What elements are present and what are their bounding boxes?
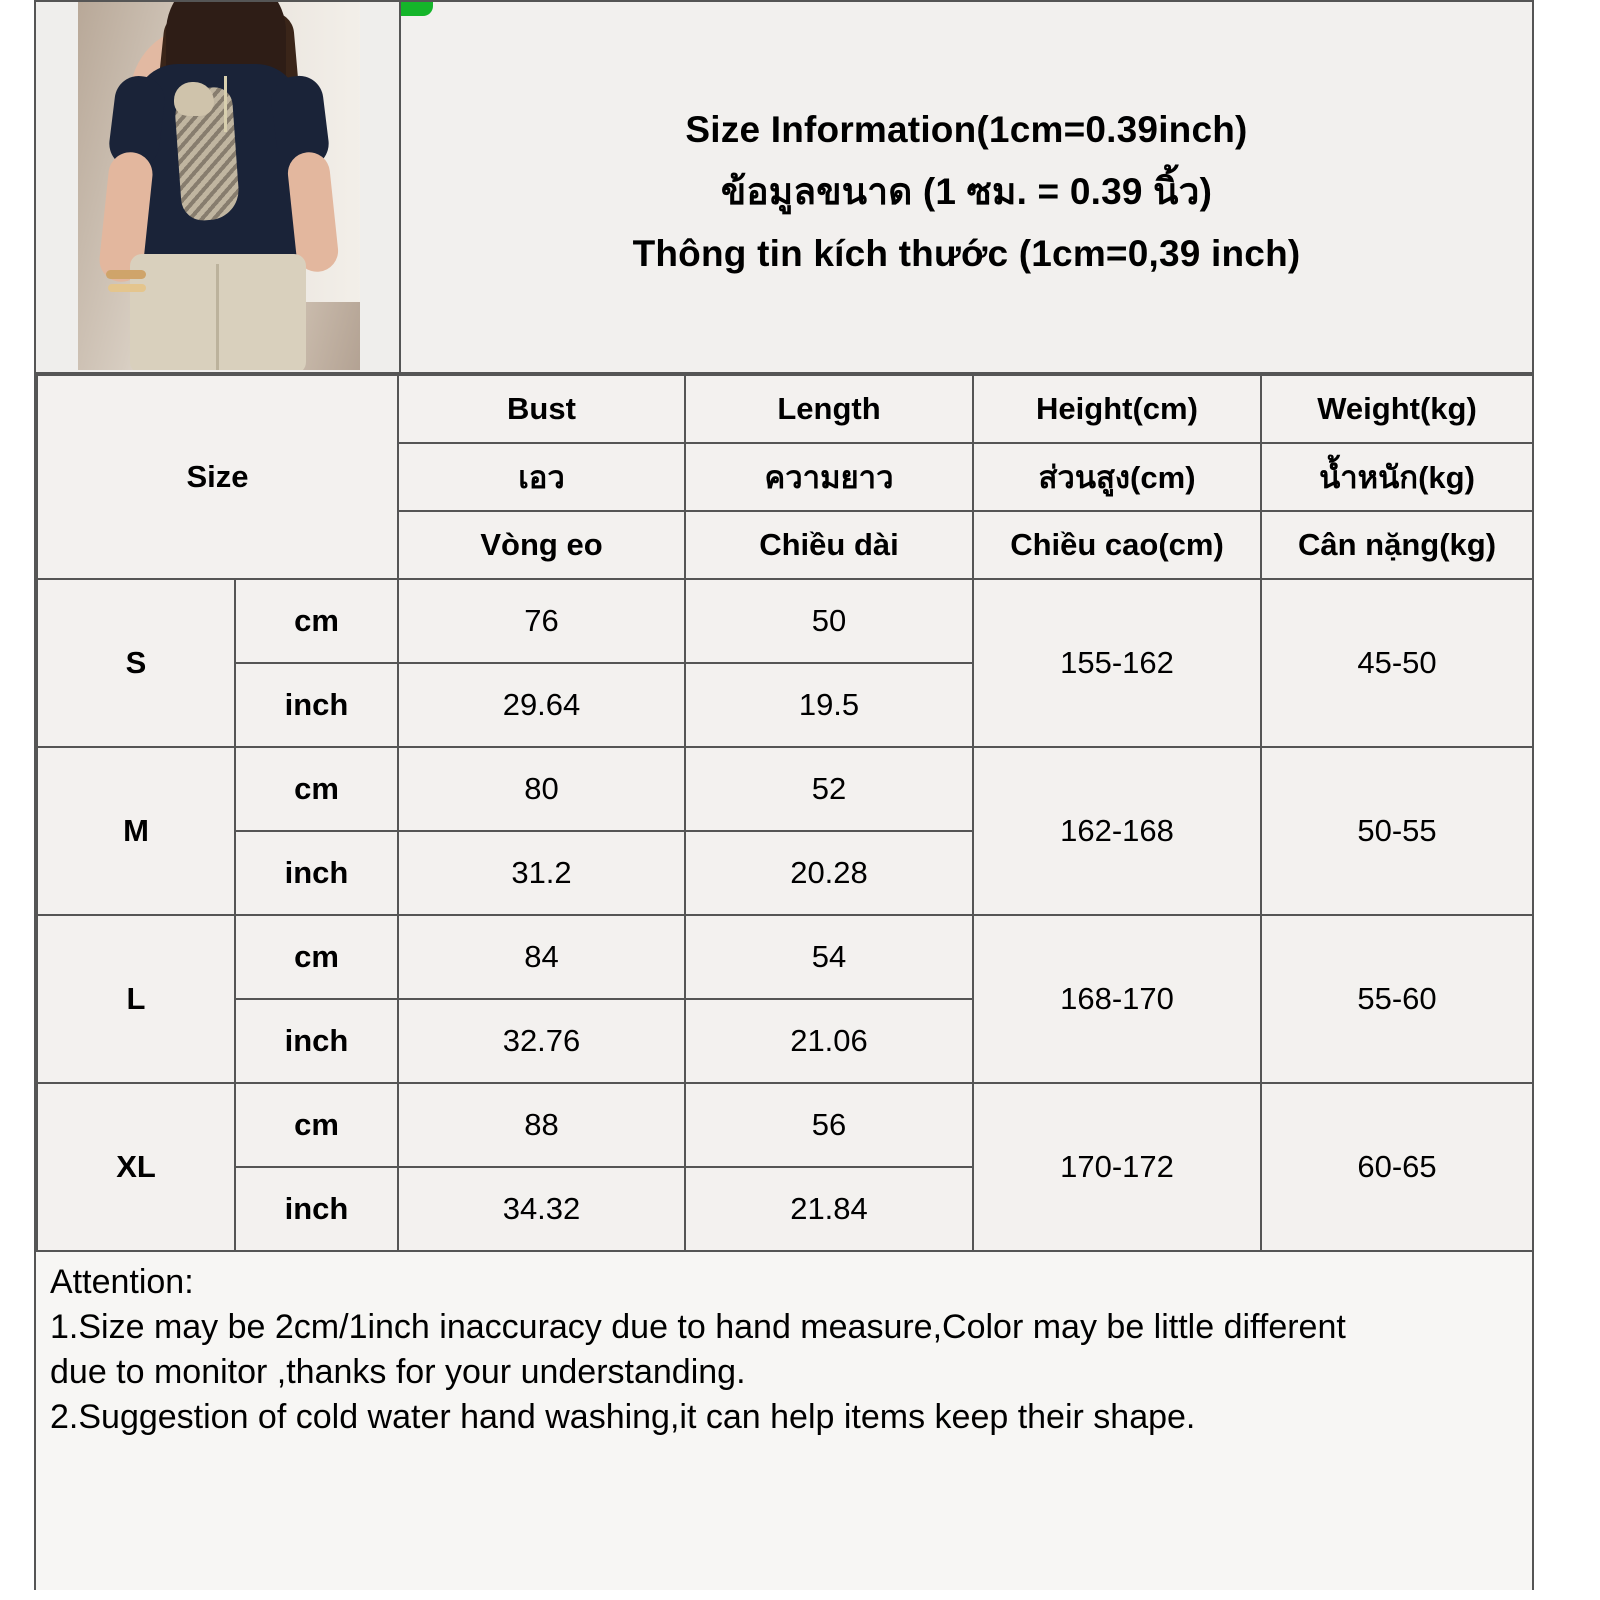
attention-block — [36, 1252, 1532, 1590]
unit-cm-xl: cm — [235, 1083, 398, 1167]
bust-cm-m: 80 — [398, 747, 685, 831]
size-table — [36, 374, 1534, 1252]
unit-inch-l: inch — [235, 999, 398, 1083]
weight-m: 50-55 — [1261, 747, 1533, 915]
height-l: 168-170 — [973, 915, 1261, 1083]
unit-cm-s: cm — [235, 579, 398, 663]
photo-leopard-head — [174, 82, 214, 116]
size-name-s: S — [37, 579, 235, 747]
header-length-th: ความยาว — [685, 443, 973, 511]
header-height-vi: Chiều cao(cm) — [973, 511, 1261, 579]
table-row — [37, 747, 1533, 831]
height-m: 162-168 — [973, 747, 1261, 915]
table-header-row-english — [37, 375, 1533, 443]
weight-l: 55-60 — [1261, 915, 1533, 1083]
unit-inch-m: inch — [235, 831, 398, 915]
chart-header — [36, 2, 1532, 374]
length-cm-m: 52 — [685, 747, 973, 831]
photo-bracelet-2 — [108, 284, 146, 292]
photo-necklace — [224, 76, 227, 132]
unit-inch-s: inch — [235, 663, 398, 747]
attention-line-1: 1.Size may be 2cm/1inch inaccuracy due to hand measure,Color may be little different — [50, 1308, 1346, 1346]
bust-inch-s: 29.64 — [398, 663, 685, 747]
length-cm-xl: 56 — [685, 1083, 973, 1167]
size-name-xl: XL — [37, 1083, 235, 1251]
table-row — [37, 579, 1533, 663]
header-length-en: Length — [685, 375, 973, 443]
weight-xl: 60-65 — [1261, 1083, 1533, 1251]
header-bust-th: เอว — [398, 443, 685, 511]
length-inch-m: 20.28 — [685, 831, 973, 915]
header-weight-en: Weight(kg) — [1261, 375, 1533, 443]
title-line-thai: ข้อมูลขนาด (1 ซม. = 0.39 นิ้ว) — [720, 171, 1213, 212]
product-photo — [78, 2, 360, 370]
bust-inch-xl: 34.32 — [398, 1167, 685, 1251]
unit-cm-l: cm — [235, 915, 398, 999]
size-header-cell: Size — [37, 375, 398, 579]
header-height-th: ส่วนสูง(cm) — [973, 443, 1261, 511]
length-cm-s: 50 — [685, 579, 973, 663]
length-inch-s: 19.5 — [685, 663, 973, 747]
bust-cm-l: 84 — [398, 915, 685, 999]
height-s: 155-162 — [973, 579, 1261, 747]
header-bust-vi: Vòng eo — [398, 511, 685, 579]
title-block — [401, 2, 1532, 372]
unit-cm-m: cm — [235, 747, 398, 831]
title-line-english: Size Information(1cm=0.39inch) — [685, 109, 1248, 150]
header-length-vi: Chiều dài — [685, 511, 973, 579]
header-height-en: Height(cm) — [973, 375, 1261, 443]
table-row — [37, 915, 1533, 999]
title-line-vietnamese: Thông tin kích thước (1cm=0,39 inch) — [632, 233, 1301, 274]
attention-line-3: 2.Suggestion of cold water hand washing,it can help items keep their shape. — [50, 1398, 1196, 1436]
length-cm-l: 54 — [685, 915, 973, 999]
header-bust-en: Bust — [398, 375, 685, 443]
attention-heading: Attention: — [50, 1263, 194, 1301]
size-name-l: L — [37, 915, 235, 1083]
size-chart-sheet — [34, 0, 1534, 1590]
height-xl: 170-172 — [973, 1083, 1261, 1251]
product-photo-cell — [36, 2, 401, 372]
bust-cm-xl: 88 — [398, 1083, 685, 1167]
size-name-m: M — [37, 747, 235, 915]
attention-line-2: due to monitor ,thanks for your understanding. — [50, 1353, 746, 1391]
bust-inch-l: 32.76 — [398, 999, 685, 1083]
unit-inch-xl: inch — [235, 1167, 398, 1251]
header-weight-vi: Cân nặng(kg) — [1261, 511, 1533, 579]
table-row — [37, 1083, 1533, 1167]
weight-s: 45-50 — [1261, 579, 1533, 747]
green-corner-marker — [401, 2, 433, 16]
bust-inch-m: 31.2 — [398, 831, 685, 915]
photo-bracelet-1 — [106, 270, 146, 279]
length-inch-l: 21.06 — [685, 999, 973, 1083]
header-weight-th: น้ำหนัก(kg) — [1261, 443, 1533, 511]
length-inch-xl: 21.84 — [685, 1167, 973, 1251]
bust-cm-s: 76 — [398, 579, 685, 663]
photo-pants-seam — [216, 264, 219, 370]
